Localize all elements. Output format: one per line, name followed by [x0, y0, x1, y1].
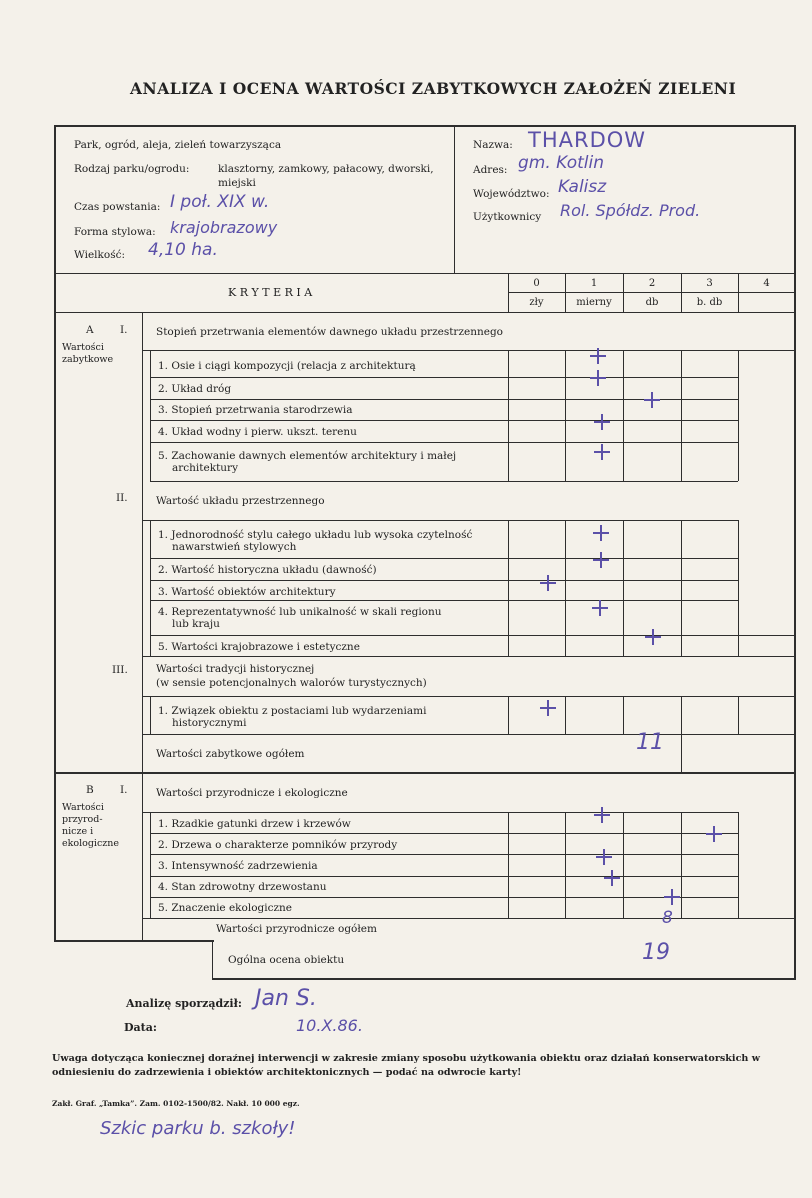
wojewodztwo-label: Województwo: [473, 188, 550, 200]
section-divider [54, 772, 796, 774]
check-mark [596, 849, 612, 865]
row-line [142, 734, 796, 735]
item-b1-2: 2. Drzewa o charakterze pomników przyrody [158, 839, 398, 851]
group-a3-title: Wartości tradycji historycznej [156, 663, 315, 675]
grid-b1 [738, 812, 739, 918]
analiza-signature: Jan S. [255, 986, 317, 1011]
b-total-value: 8 [662, 908, 673, 928]
header-bottom [54, 273, 796, 274]
czas-value: I poł. XIX w. [170, 192, 270, 212]
row-line [150, 833, 738, 834]
grid-a1 [681, 350, 682, 481]
col2-label: db [645, 297, 659, 308]
check-mark [540, 575, 556, 591]
grid-a2 [623, 520, 624, 656]
rodzaj-options: klasztorny, zamkowy, pałacowy, dworski, [218, 163, 434, 175]
a-total-label: Wartości zabytkowe ogółem [156, 748, 305, 760]
section-b-numeral: I. [120, 784, 128, 796]
grid-a2 [150, 520, 151, 656]
adres-label: Adres: [473, 164, 508, 176]
check-mark [540, 700, 556, 716]
grid-a2 [738, 520, 739, 656]
form-title: ANALIZA I OCENA WARTOŚCI ZABYTKOWYCH ZAŁOŻEŃ ZIELENI [130, 79, 737, 98]
grid-a2 [681, 520, 682, 656]
row-line [142, 918, 796, 919]
check-mark [593, 552, 609, 568]
item-a2-1: 1. Jednorodność stylu całego układu lub wysoka czytelność [158, 529, 473, 541]
forma-label: Forma stylowa: [74, 226, 156, 238]
group-a2-bottom [142, 520, 738, 521]
grid-a3 [681, 696, 682, 734]
grid-a1 [150, 350, 151, 481]
group-a2-title: Wartość układu przestrzennego [156, 495, 325, 507]
grid-a3 [623, 696, 624, 734]
check-mark [645, 629, 661, 645]
frame-right [794, 125, 796, 980]
col4-num: 4 [763, 278, 770, 289]
wielkosc-label: Wielkość: [74, 249, 126, 261]
grid-line-3 [681, 273, 682, 312]
grid-b1 [623, 812, 624, 918]
item-a1-2: 2. Układ dróg [158, 383, 232, 395]
item-a2-5: 5. Wartości krajobrazowe i estetyczne [158, 641, 360, 653]
grid-a1 [738, 350, 739, 481]
item-a2-3: 3. Wartość obiektów architektury [158, 586, 336, 598]
row-line [150, 635, 796, 636]
check-mark [644, 392, 660, 408]
col2-num: 2 [648, 278, 656, 289]
grid-a1 [508, 350, 509, 481]
row-line [150, 600, 738, 601]
group-a1-title: Stopień przetrwania elementów dawnego układu przestrzennego [156, 326, 503, 338]
row-line [150, 558, 738, 559]
check-mark [706, 826, 722, 842]
item-a3-1-cont: historycznymi [172, 717, 247, 729]
check-mark [594, 444, 610, 460]
row-line [150, 876, 738, 877]
item-a2-4: 4. Reprezentatywność lub unikalność w skali regionu [158, 606, 442, 618]
item-a2-4-cont: lub kraju [172, 618, 220, 630]
grid-b1 [508, 812, 509, 918]
grid-b1 [565, 812, 566, 918]
group-a1-bottom [142, 350, 796, 351]
section-a-numeral-3: III. [112, 664, 128, 676]
item-a1-5: 5. Zachowanie dawnych elementów architektury i małej [158, 450, 457, 462]
frame-top [54, 125, 796, 127]
section-b-letter: B [86, 784, 94, 796]
czas-label: Czas powstania: [74, 201, 161, 213]
item-a1-1: 1. Osie i ciągi kompozycji (relacja z architekturą [158, 360, 416, 372]
frame-bottom-left [54, 940, 214, 942]
grid-a2 [565, 520, 566, 656]
row-line [150, 580, 738, 581]
wielkosc-value: 4,10 ha. [148, 240, 218, 260]
grid-line-2 [623, 273, 624, 312]
col0-label: zły [529, 297, 544, 308]
uzytkownicy-value: Rol. Spółdz. Prod. [560, 201, 701, 220]
check-mark [590, 348, 606, 364]
item-a3-1: 1. Związek obiektu z postaciami lub wydarzeniami [158, 705, 427, 717]
grid-a1 [565, 350, 566, 481]
col1-num: 1 [590, 278, 598, 289]
row-line [150, 481, 738, 482]
frame-left [54, 125, 56, 941]
grid-line-1 [565, 273, 566, 312]
grid-a2 [508, 520, 509, 656]
row-line [142, 656, 796, 657]
check-mark [590, 370, 606, 386]
park-type-line: Park, ogród, aleja, zieleń towarzysząca [74, 139, 282, 151]
col3-num: 3 [706, 278, 713, 289]
col0-num: 0 [533, 278, 540, 289]
forma-value: krajobrazowy [170, 218, 278, 237]
row-line [150, 377, 738, 378]
grid-line-4 [738, 273, 739, 312]
item-b1-4: 4. Stan zdrowotny drzewostanu [158, 881, 327, 893]
rodzaj-label: Rodzaj parku/ogrodu: [74, 163, 190, 175]
item-a1-5-cont: architektury [172, 462, 239, 474]
header-divider [454, 125, 455, 273]
data-label: Data: [124, 1021, 157, 1034]
b-total-label: Wartości przyrodnicze ogółem [216, 923, 377, 935]
item-a1-3: 3. Stopień przetrwania starodrzewia [158, 404, 353, 416]
section-b-name-4: ekologiczne [62, 838, 120, 849]
note-text: Uwaga dotycząca koniecznej doraźnej interwencji w zakresie zmiany sposobu użytkowania obiektu oraz działań konserwatorskich w odniesieniu do zadrzewienia i obiektów architektonicznych — podać na odwrocie karty! [52, 1053, 760, 1078]
check-mark [593, 525, 609, 541]
item-b1-1: 1. Rzadkie gatunki drzew i krzewów [158, 818, 351, 830]
row-line [150, 897, 738, 898]
section-a-name: Wartości zabytkowe [62, 342, 114, 365]
data-value: 10.X.86. [296, 1016, 363, 1035]
overall-value: 19 [642, 940, 670, 965]
grid-a3 [150, 696, 151, 734]
check-mark [594, 414, 610, 430]
grid-b1 [150, 812, 151, 918]
grid-b1 [681, 812, 682, 918]
check-mark [604, 870, 620, 886]
uzytkownicy-label: Użytkownicy [473, 211, 542, 223]
nazwa-value: THARDOW [528, 128, 647, 152]
group-b1-title: Wartości przyrodnicze i ekologiczne [156, 787, 348, 799]
section-a-numeral-1: I. [120, 324, 128, 336]
criteria-header-bottom [54, 312, 796, 313]
rodzaj-options-2: miejski [218, 177, 256, 189]
frame-overall-left [212, 940, 213, 979]
check-mark [664, 889, 680, 905]
criteria-header: K R Y T E R I A [228, 286, 313, 299]
a-total-value: 11 [636, 730, 664, 755]
group-b1-bottom [142, 812, 738, 813]
col3-label: b. db [696, 297, 723, 308]
row-line [150, 854, 738, 855]
grid-a3 [565, 696, 566, 734]
criteria-left-divider [142, 312, 143, 940]
nazwa-label: Nazwa: [473, 139, 513, 151]
row-line [150, 420, 738, 421]
section-b-name-1: Wartości [62, 802, 104, 813]
group-a3-subtitle: (w sensie potencjonalnych walorów turystycznych) [156, 677, 427, 689]
section-a-numeral-2: II. [116, 492, 128, 504]
grid-a1 [623, 350, 624, 481]
imprint: Zakł. Graf. „Tamka”. Zam. 0102-1500/82. Nakł. 10 000 egz. [52, 1099, 300, 1108]
colheader-mid-line [508, 292, 796, 293]
item-a1-4: 4. Układ wodny i pierw. ukszt. terenu [158, 426, 357, 438]
row-line [150, 442, 738, 443]
grid-a3 [508, 696, 509, 734]
col1-label: mierny [576, 297, 612, 308]
grid-line-0 [508, 273, 509, 312]
adres-value: gm. Kotlin [518, 153, 604, 173]
section-a-letter: A [86, 324, 94, 336]
overall-label: Ogólna ocena obiektu [228, 954, 345, 966]
frame-bottom [212, 978, 796, 980]
group-a3-bottom [142, 696, 796, 697]
grid-a-total [681, 734, 682, 772]
grid-a3 [738, 696, 739, 734]
check-mark [594, 807, 610, 823]
wojewodztwo-value: Kalisz [558, 177, 607, 197]
section-b-name-2: przyrod- [62, 814, 103, 825]
footer-handwriting: Szkic parku b. szkoły! [100, 1118, 296, 1139]
section-b-name-3: nicze i [62, 826, 94, 837]
item-a2-1-cont: nawarstwień stylowych [172, 541, 297, 553]
check-mark [592, 600, 608, 616]
item-b1-5: 5. Znaczenie ekologiczne [158, 902, 293, 914]
analiza-label: Analizę sporządził: [126, 997, 242, 1010]
item-b1-3: 3. Intensywność zadrzewienia [158, 860, 318, 872]
item-a2-2: 2. Wartość historyczna układu (dawność) [158, 564, 377, 576]
